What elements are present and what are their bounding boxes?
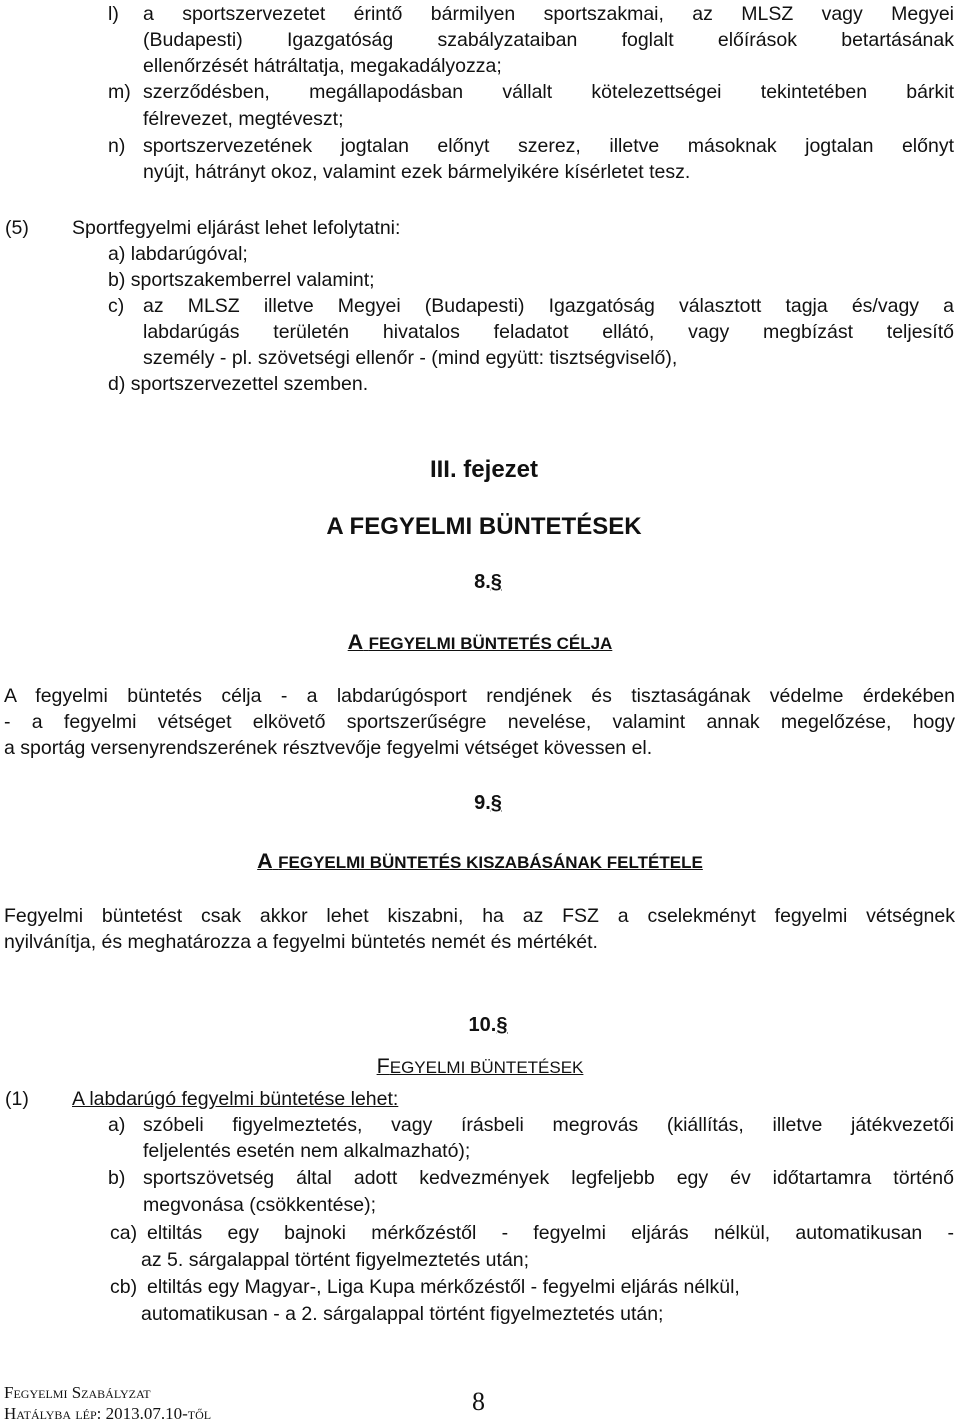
- paragraph-number-5: (5): [5, 217, 29, 239]
- section-10-number: 10.: [468, 1014, 497, 1036]
- section-9-number: 9.: [474, 792, 491, 814]
- section-9-title: [0, 847, 960, 877]
- section-9-heading: [0, 789, 960, 817]
- section-9-body-line2: nyilvánítja, és meghatározza a fegyelmi büntetés nemét és mértékét.: [4, 931, 598, 953]
- section-10-item-a-line2: feljelentés esetén nem alkalmazható);: [143, 1140, 471, 1162]
- section-10-item-ca-line1: eltiltás egy bajnoki mérkőzéstől - fegyelmi eljárás nélkül, automatikusan -: [147, 1222, 954, 1244]
- list-item-m-line2: félrevezet, megtéveszt;: [143, 108, 344, 130]
- page-number: 8: [472, 1387, 485, 1416]
- list-item-l-line3: ellenőrzését hátráltatja, megakadályozza;: [143, 55, 502, 77]
- section-8-title-rest: FEGYELMI BÜNTETÉS CÉLJA: [368, 634, 613, 653]
- section-sign: §: [490, 571, 502, 593]
- section-8-body-line2: - a fegyelmi vétséget elkövető sportszerűségre nevelése, valamint annak megelőzése, hogy: [4, 711, 955, 733]
- chapter-title: A FEGYELMI BÜNTETÉSEK: [326, 513, 642, 540]
- section-10-item-b-line1: sportszövetség által adott kedvezmények legfeljebb egy év időtartamra történő: [143, 1167, 954, 1189]
- section-8-number: 8.: [474, 571, 491, 593]
- list-item-m-line1: szerződésben, megállapodásban vállalt kötelezettségei tekintetében bárkit: [143, 81, 954, 103]
- list-label-m: m): [108, 81, 131, 103]
- section-10-title-initial: F: [376, 1054, 390, 1078]
- list-item-n-line2: nyújt, hátrányt okoz, valamint ezek bármelyikére kísérletet tesz.: [143, 161, 691, 183]
- section-10-item-ca-line2: az 5. sárgalappal történt figyelmeztetés után;: [141, 1249, 530, 1271]
- section-10-paragraph-number-1: (1): [5, 1088, 29, 1110]
- section-8-heading: [0, 568, 960, 596]
- section-10-label-cb: cb): [110, 1276, 138, 1298]
- section-10-title-rest: EGYELMI BÜNTETÉSEK: [389, 1058, 584, 1077]
- paragraph-5-label-c: c): [108, 295, 125, 317]
- section-sign: §: [496, 1014, 508, 1036]
- footer-title: Fegyelmi Szabályzat: [4, 1383, 151, 1402]
- paragraph-5-item-c-line1: az MLSZ illetve Megyei (Budapesti) Igazgatóság választott tagja és/vagy a: [143, 295, 954, 317]
- section-8-body-line3: a sportág versenyrendszerének résztvevője fegyelmi vétséget kövessen el.: [4, 737, 653, 759]
- paragraph-5-item-c-line2: labdarúgás területén hivatalos feladatot ellátó, vagy megbízást teljesítő: [143, 321, 954, 343]
- section-9-body-line1: Fegyelmi büntetést csak akkor lehet kiszabni, ha az FSZ a cselekményt fegyelmi vétségnek: [4, 905, 955, 927]
- section-9-title-initial: A: [257, 849, 273, 873]
- section-10-label-b: b): [108, 1167, 126, 1189]
- section-10-label-a: a): [108, 1114, 126, 1136]
- section-8-body-line1: A fegyelmi büntetés célja - a labdarúgósport rendjének és tisztaságának védelme érdekében: [4, 685, 955, 707]
- paragraph-5-intro: Sportfegyelmi eljárást lehet lefolytatni:: [72, 217, 401, 239]
- section-10-item-cb-line1: eltiltás egy Magyar-, Liga Kupa mérkőzéstől - fegyelmi eljárás nélkül,: [147, 1276, 740, 1298]
- section-9-title-rest: FEGYELMI BÜNTETÉS KISZABÁSÁNAK FELTÉTELE: [278, 853, 703, 872]
- paragraph-5-item-a: a) labdarúgóval;: [108, 243, 248, 265]
- list-item-n-line1: sportszervezetének jogtalan előnyt szerez, illetve másoknak jogtalan előnyt: [143, 135, 954, 157]
- list-label-l: l): [108, 3, 119, 25]
- paragraph-5-item-c-line3: személy - pl. szövetségi ellenőr - (mind együtt: tisztségviselő),: [143, 347, 678, 369]
- section-8-title: [0, 628, 960, 658]
- list-item-l-line2: (Budapesti) Igazgatóság szabályzataiban foglalt előírások betartásának: [143, 29, 954, 51]
- list-label-n: n): [108, 135, 126, 157]
- paragraph-5-item-d: d) sportszervezettel szemben.: [108, 373, 369, 395]
- section-10-item-cb-line2: automatikusan - a 2. sárgalappal történt figyelmeztetés után;: [141, 1303, 664, 1325]
- list-item-l-line1: a sportszervezetet érintő bármilyen sportszakmai, az MLSZ vagy Megyei: [143, 3, 954, 25]
- section-10-label-ca: ca): [110, 1222, 138, 1244]
- section-10-paragraph-1-intro: A labdarúgó fegyelmi büntetése lehet:: [72, 1088, 399, 1110]
- chapter-number: III. fejezet: [429, 456, 539, 483]
- footer-effective-date: Hatályba lép: 2013.07.10-től: [4, 1404, 212, 1423]
- section-10-heading: [0, 1011, 960, 1039]
- section-10-title: [0, 1052, 960, 1082]
- section-sign: §: [490, 792, 502, 814]
- section-10-item-a-line1: szóbeli figyelmeztetés, vagy írásbeli megrovás (kiállítás, illetve játékvezetői: [143, 1114, 954, 1136]
- section-8-title-initial: A: [347, 630, 364, 654]
- section-10-item-b-line2: megvonása (csökkentése);: [143, 1194, 377, 1216]
- paragraph-5-item-b: b) sportszakemberrel valamint;: [108, 269, 375, 291]
